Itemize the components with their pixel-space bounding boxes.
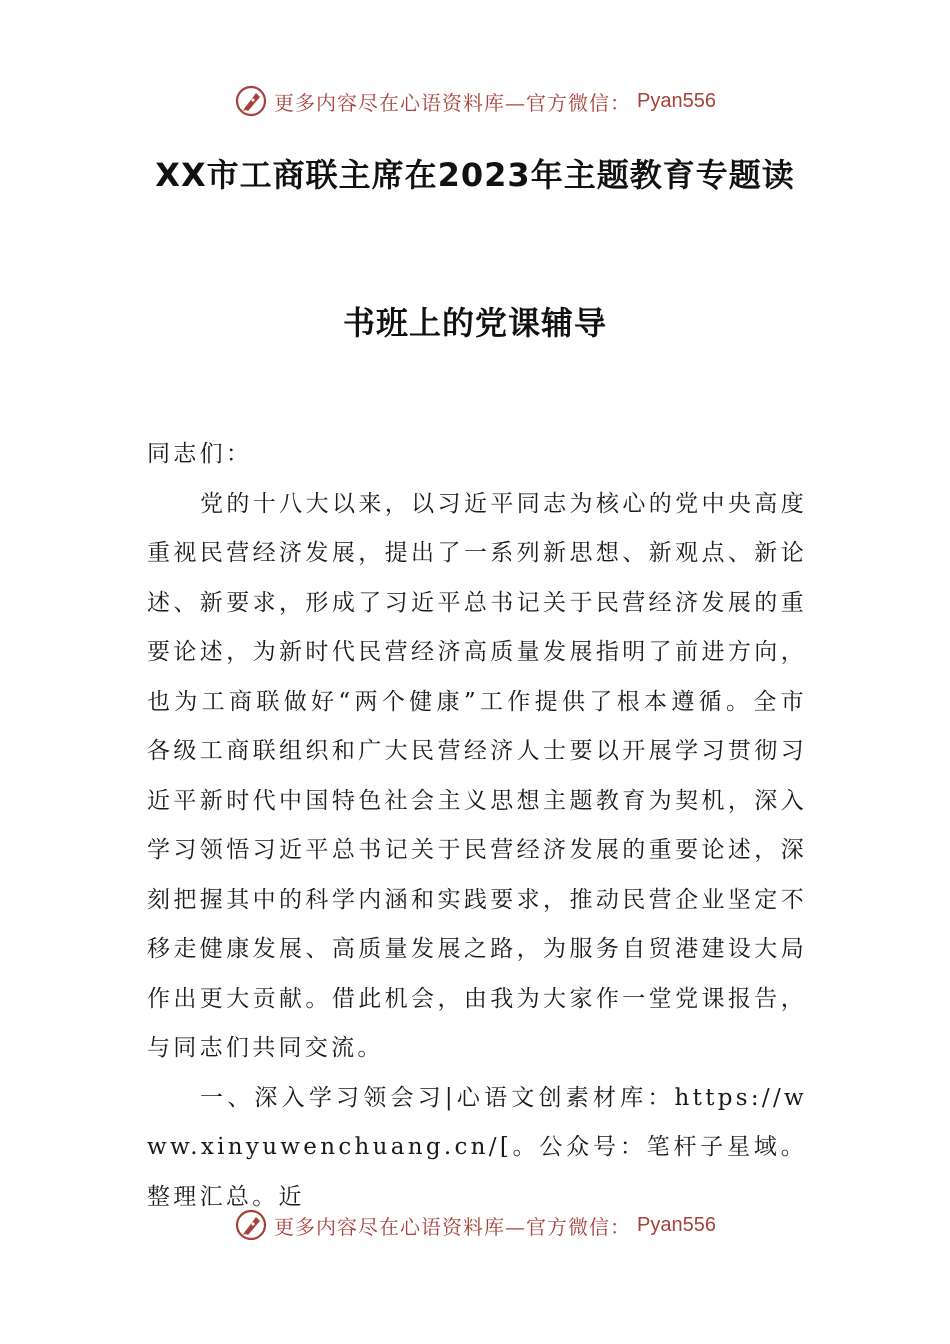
salutation: 同志们： <box>147 441 253 467</box>
watermark-text: 更多内容尽在心语资料库—官方微信： <box>274 1214 632 1239</box>
pen-nib-logo-icon <box>234 1208 268 1242</box>
body-paragraph-2: 一、深入学习领会习|心语文创素材库：https://www.xinyuwenchuang.cn/[。公众号：笔杆子星域。整理汇总。近 <box>147 1084 807 1210</box>
body-paragraph-1: 党的十八大以来，以习近平同志为核心的党中央高度重视民营经济发展，提出了一系列新思想、新观点、新论述、新要求，形成了习近平总书记关于民营经济发展的重要论述，为新时代民营经济高质量发展指明了前进方向，也为工商联做好“两个健康”工作提供了根本遵循。全市各级工商联组织和广大民营经济人士要以开展学习贯彻习近平新时代中国特色社会主义思想主题教育为契机，深入学习领悟习近平总书记关于民营经济发展的重要论述，深刻把握其中的科学内涵和实践要求，推动民营企业坚定不移走健康发展、高质量发展之路，为服务自贸港建设大局作出更大贡献。借此机会，由我为大家作一堂党课报告，与同志们共同交流。 <box>147 490 807 1061</box>
pen-nib-logo-icon <box>234 84 268 118</box>
watermark-wechat-id: Pyan556 <box>637 1213 716 1236</box>
watermark-text: 更多内容尽在心语资料库—官方微信： <box>274 90 632 115</box>
watermark-banner-top <box>0 84 950 118</box>
document-title-line-1: XX市工商联主席在2023年主题教育专题读 <box>155 156 795 194</box>
document-body <box>147 430 807 1222</box>
document-title-line-2: 书班上的党课辅导 <box>342 304 607 342</box>
watermark-wechat-id: Pyan556 <box>637 89 716 112</box>
watermark-banner-bottom <box>0 1208 950 1242</box>
